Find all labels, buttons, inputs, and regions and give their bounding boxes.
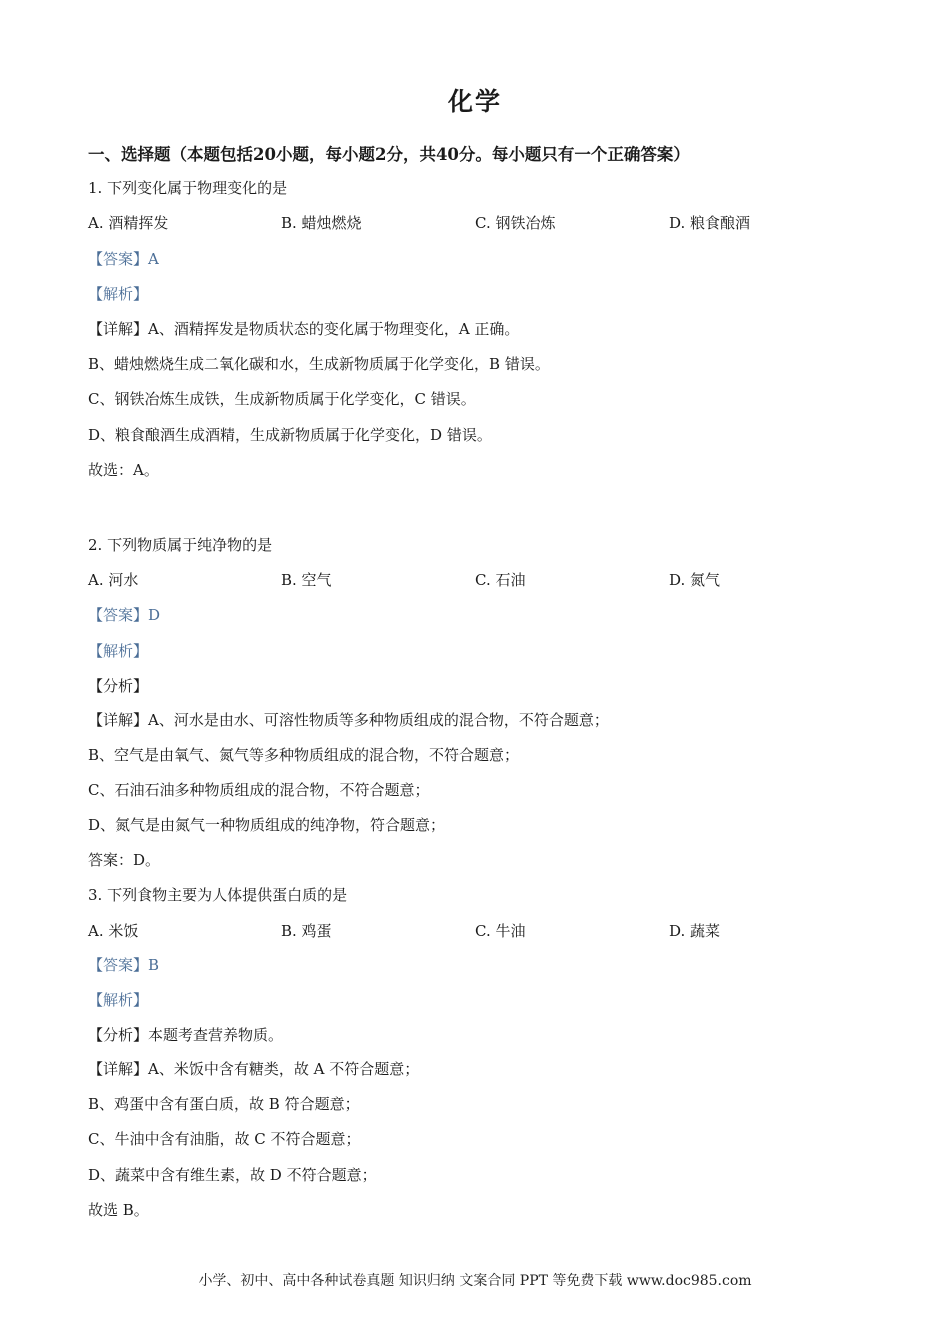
section-heading: 一、选择题（本题包括20小题，每小题2分，共40分。每小题只有一个正确答案） — [88, 145, 690, 164]
option-c: C. 石油 — [475, 571, 526, 589]
explanation-line: B、鸡蛋中含有蛋白质，故 B 符合题意； — [88, 1095, 360, 1113]
explanation-line: D、粮食酿酒生成酒精，生成新物质属于化学变化，D 错误。 — [88, 426, 492, 444]
option-b: B. 蜡烛燃烧 — [281, 214, 362, 232]
option-a: A. 米饭 — [88, 922, 139, 940]
explanation-line: B、空气是由氧气、氮气等多种物质组成的混合物，不符合题意； — [88, 746, 520, 764]
explanation-line: D、氮气是由氮气一种物质组成的纯净物，符合题意； — [88, 816, 446, 834]
conclusion-line: 答案：D。 — [88, 851, 161, 869]
explanation-line: C、石油石油多种物质组成的混合物，不符合题意； — [88, 781, 430, 799]
answer-label: 【答案】A — [88, 250, 159, 268]
analysis-heading: 【分析】本题考查营养物质。 — [88, 1026, 284, 1044]
explanation-line: 【详解】A、河水是由水、可溶性物质等多种物质组成的混合物，不符合题意； — [88, 711, 609, 729]
option-c: C. 钢铁冶炼 — [475, 214, 556, 232]
option-a: A. 酒精挥发 — [88, 214, 169, 232]
explanation-line: C、钢铁冶炼生成铁，生成新物质属于化学变化，C 错误。 — [88, 390, 476, 408]
analysis-label: 【解析】 — [88, 285, 149, 303]
option-d: D. 氮气 — [669, 571, 721, 589]
page-title: 化学 — [447, 87, 502, 116]
option-b: B. 空气 — [281, 571, 332, 589]
option-d: D. 粮食酿酒 — [669, 214, 751, 232]
explanation-line: B、蜡烛燃烧生成二氧化碳和水，生成新物质属于化学变化，B 错误。 — [88, 355, 550, 373]
explanation-line: 【详解】A、米饭中含有糖类，故 A 不符合题意； — [88, 1060, 420, 1078]
explanation-line: 【详解】A、酒精挥发是物质状态的变化属于物理变化，A 正确。 — [88, 320, 520, 338]
conclusion-line: 故选：A。 — [88, 461, 159, 479]
question-stem: 2. 下列物质属于纯净物的是 — [88, 536, 273, 554]
question-stem: 3. 下列食物主要为人体提供蛋白质的是 — [88, 886, 348, 904]
answer-label: 【答案】B — [88, 956, 160, 974]
explanation-line: D、蔬菜中含有维生素，故 D 不符合题意； — [88, 1166, 377, 1184]
option-c: C. 牛油 — [475, 922, 526, 940]
conclusion-line: 故选 B。 — [88, 1201, 149, 1219]
explanation-line: C、牛油中含有油脂，故 C 不符合题意； — [88, 1130, 361, 1148]
option-d: D. 蔬菜 — [669, 922, 721, 940]
answer-label: 【答案】D — [88, 606, 161, 624]
page-footer: 小学、初中、高中各种试卷真题 知识归纳 文案合同 PPT 等免费下载 www.doc985.com — [198, 1273, 752, 1289]
question-stem: 1. 下列变化属于物理变化的是 — [88, 179, 288, 197]
analysis-label: 【解析】 — [88, 642, 149, 660]
analysis-heading: 【分析】 — [88, 677, 149, 695]
analysis-label: 【解析】 — [88, 991, 149, 1009]
option-a: A. 河水 — [88, 571, 139, 589]
option-b: B. 鸡蛋 — [281, 922, 332, 940]
